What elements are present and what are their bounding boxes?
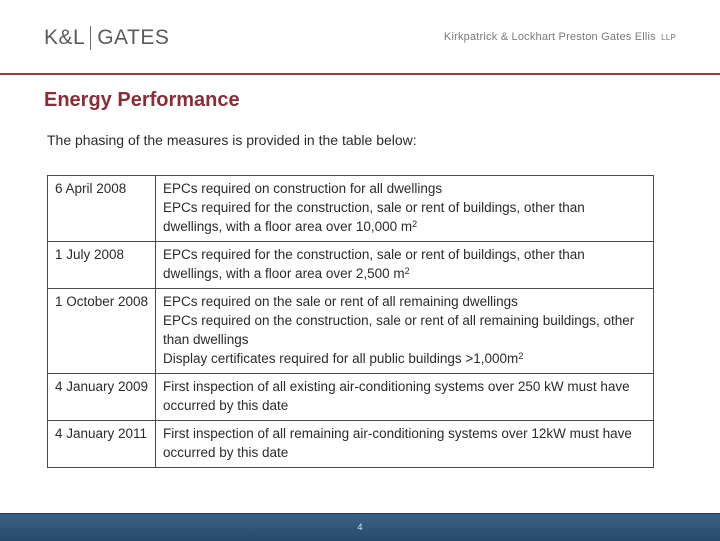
row-date: 4 January 2011 — [48, 421, 156, 468]
description-line — [163, 349, 647, 368]
row-description — [156, 176, 654, 242]
row-description — [156, 289, 654, 374]
table-row — [48, 242, 654, 289]
description-line: First inspection of all remaining air-conditioning systems over 12kW must have occurred by this date — [163, 426, 632, 460]
slide-title: Energy Performance — [44, 89, 240, 111]
row-date: 6 April 2008 — [48, 176, 156, 242]
table-row — [48, 374, 654, 421]
firm-logo — [44, 26, 169, 50]
logo-right-text: GATES — [97, 26, 170, 49]
superscript: 2 — [412, 219, 418, 229]
table-row — [48, 289, 654, 374]
row-date: 1 October 2008 — [48, 289, 156, 374]
superscript: 2 — [518, 351, 524, 361]
description-line: EPCs required on the sale or rent of all remaining dwellings — [163, 294, 518, 309]
row-description — [156, 242, 654, 289]
logo-divider — [90, 26, 91, 50]
superscript: 2 — [404, 266, 410, 276]
firm-name-text: Kirkpatrick & Lockhart Preston Gates Ellis — [443, 31, 656, 43]
description-text: EPCs required for the construction, sale or rent of buildings, other than dwellings, with a floor area over 10,000 m — [163, 200, 585, 234]
description-line: EPCs required on construction for all dwellings — [163, 181, 443, 196]
description-line — [163, 245, 647, 283]
table-row — [48, 176, 654, 242]
firm-suffix: LLP — [661, 33, 676, 42]
row-description — [156, 374, 654, 421]
header-rule — [0, 73, 720, 75]
logo-left-text: K&L — [44, 26, 86, 49]
firm-full-name — [444, 31, 676, 43]
table-row — [48, 421, 654, 468]
intro-text: The phasing of the measures is provided in the table below: — [47, 132, 417, 148]
description-text: EPCs required for the construction, sale or rent of buildings, other than dwellings, with a floor area over 2,500 m — [163, 247, 585, 281]
footer-bar — [0, 513, 720, 541]
row-description — [156, 421, 654, 468]
description-text: Display certificates required for all public buildings >1,000m — [163, 351, 519, 366]
description-line: First inspection of all existing air-conditioning systems over 250 kW must have occurred by this date — [163, 379, 630, 413]
page-number: 4 — [357, 522, 363, 532]
row-date: 4 January 2009 — [48, 374, 156, 421]
row-date: 1 July 2008 — [48, 242, 156, 289]
description-line — [163, 198, 647, 236]
description-line: EPCs required on the construction, sale or rent of all remaining buildings, other than dwellings — [163, 313, 635, 347]
phasing-table — [47, 175, 654, 468]
